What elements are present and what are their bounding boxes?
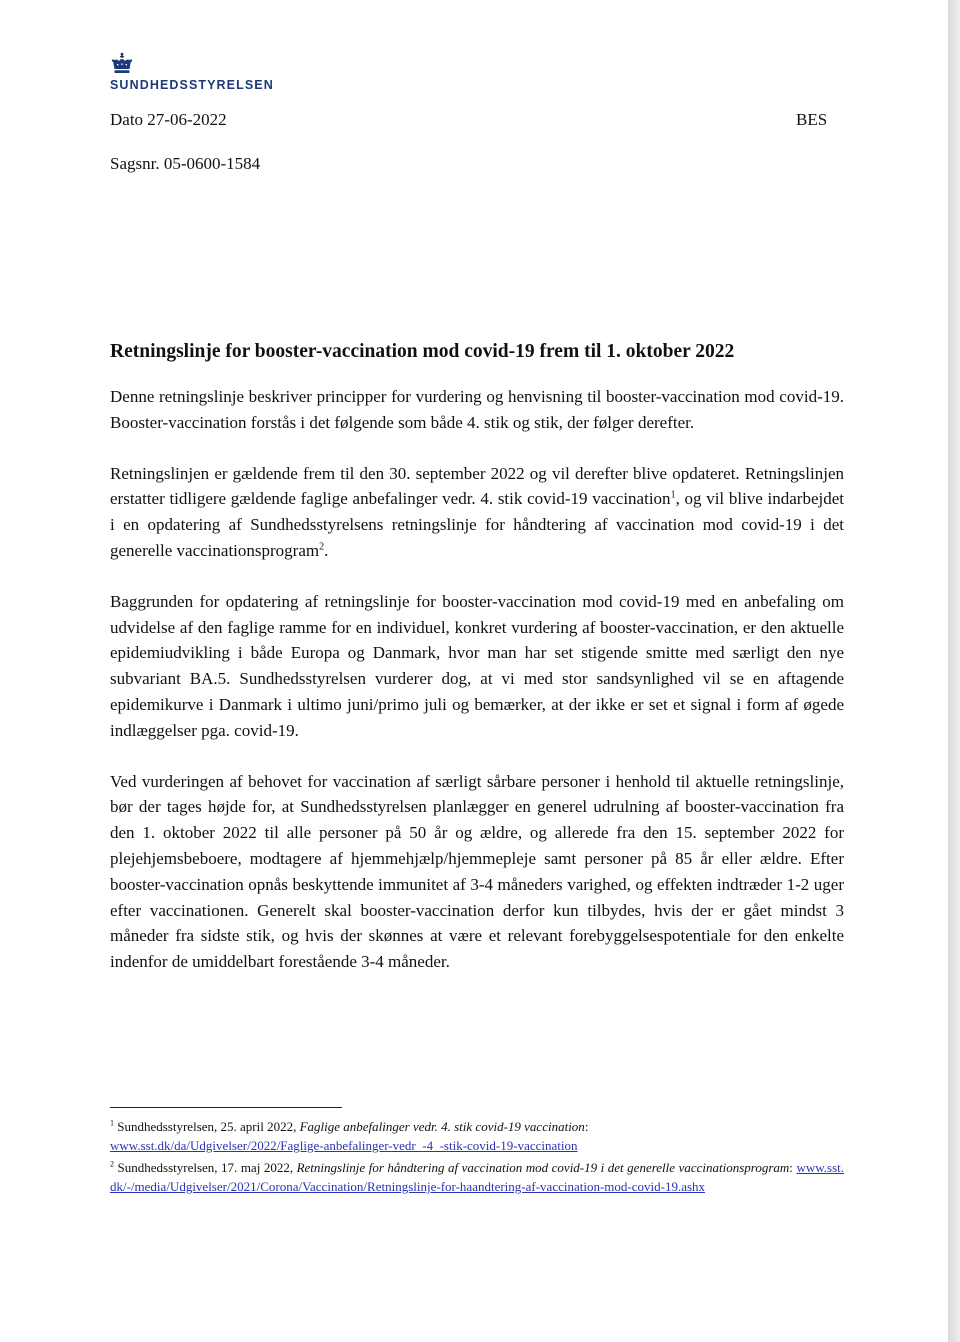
org-name: SUNDHEDSSTYRELSEN bbox=[110, 78, 274, 92]
footnote-1 bbox=[110, 1117, 844, 1155]
footnote-ref-2[interactable]: 2 bbox=[319, 541, 325, 553]
footnote-title: Retningslinje for håndtering af vaccination mod covid-19 i det generelle vaccinationsprogram bbox=[296, 1160, 790, 1175]
footnote-separator: : bbox=[789, 1160, 797, 1175]
author-initials: BES bbox=[796, 110, 828, 129]
footnote-source: Sundhedsstyrelsen, 25. april 2022, bbox=[117, 1119, 300, 1134]
footnote-separator: : bbox=[584, 1119, 589, 1134]
paragraph-2-text-a: Retningslinjen er gældende frem til den 30. september 2022 og vil derefter blive opdateret. Retningslinjen erstatter tidligere gældende faglige anbefalinger vedr. 4. stik covid-19 vaccination bbox=[110, 463, 844, 509]
footnotes bbox=[110, 1117, 844, 1199]
document-title: Retningslinje for booster-vaccination mod covid-19 frem til 1. oktober 2022 bbox=[110, 341, 735, 362]
footnote-link[interactable]: www.sst.dk/da/Udgivelser/2022/Faglige-anbefalinger-vedr_-4_-stik-covid-19-vaccination bbox=[110, 1138, 578, 1153]
footnote-ref-1[interactable]: 1 bbox=[670, 489, 676, 501]
paragraph-2 bbox=[110, 461, 844, 564]
footnote-number: 2 bbox=[110, 1159, 114, 1169]
window-edge bbox=[948, 0, 960, 1342]
footnote-source: Sundhedsstyrelsen, 17. maj 2022, bbox=[117, 1160, 297, 1175]
paragraph-2-text-c: . bbox=[324, 540, 329, 560]
crown-icon bbox=[110, 52, 134, 76]
org-logo bbox=[110, 52, 274, 92]
paragraph-4: Ved vurderingen af behovet for vaccination af særligt sårbare personer i henhold til aktuelle retningslinje, bør der tages højde for, at Sundhedsstyrelsen planlægger en generel udrulning af booster-vaccination fra den 1. oktober 2022 til alle personer på 50 år og ældre, og allerede fra den 15. september 2022 for plejehjemsbeboere, modtagere af hjemmehjælp/hjemmepleje samt personer på 85 år eller ældre. Efter booster-vaccination opnås beskyttende immunitet af 3-4 måneders varighed, og effekten indtræder 1-2 uger efter vaccinationen. Generelt skal booster-vaccination derfor kun tilbydes, hvis der er gået mindst 3 måneder fra sidste stik, og hvis der skønnes at være et relevant forebyggelsespotentiale for den enkelte indenfor de umiddelbart forestående 3-4 måneder. bbox=[110, 771, 844, 972]
paragraph-1: Denne retningslinje beskriver principper for vurdering og henvisning til booster-vaccination mod covid-19. Booster-vaccination forstås i det følgende som både 4. stik og stik, der følger derefter. bbox=[110, 387, 844, 432]
footnote-link[interactable]: www.sst.dk/-/media/Udgivelser/2021/Corona/Vaccination/Retningslinje-for-haandtering-af-vaccination-mod-covid-19.ashx bbox=[110, 1160, 844, 1194]
footnote-divider bbox=[110, 1107, 342, 1108]
document-date: Dato 27-06-2022 bbox=[110, 110, 227, 129]
footnote-2 bbox=[110, 1158, 844, 1196]
footnote-title: Faglige anbefalinger vedr. 4. stik covid-19 vaccination bbox=[299, 1119, 585, 1134]
paragraph-3: Baggrunden for opdatering af retningslinje for booster-vaccination mod covid-19 med en anbefaling om udvidelse af den faglige ramme for en individuel, konkret vurdering af booster-vaccination, er den aktuelle epidemiudvikling i både Europa og Danmark, hvor man har set stigende smitte med særligt den nye subvariant BA.5. Sundhedsstyrelsen vurderer dog, at vi med stor sandsynlighed vil se en aftagende epidemikurve i Danmark i ultimo juni/primo juli og bemærker, at der ikke er set et signal i form af øgede indlæggelser pga. covid-19. bbox=[110, 591, 844, 740]
case-number: Sagsnr. 05-0600-1584 bbox=[110, 154, 261, 173]
footnote-number: 1 bbox=[110, 1118, 114, 1128]
paragraph-2-text-b: , og vil blive indarbejdet i en opdatering af Sundhedsstyrelsens retningslinje for håndtering af vaccination mod covid-19 i det generelle vaccinationsprogram bbox=[110, 489, 844, 560]
document-body bbox=[110, 384, 844, 1000]
